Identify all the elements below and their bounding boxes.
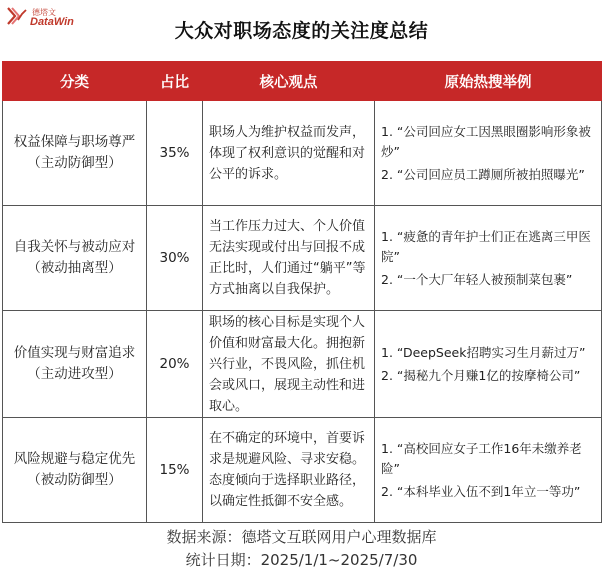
example-item: 1. “高校回应女子工作16年未缴养老险” (381, 440, 582, 476)
example-item: 1. “DeepSeek招聘实习生月薪过万” (381, 344, 586, 360)
example-item: 1. “疲惫的青年护士们正在逃离三甲医院” (381, 228, 591, 264)
examples-cell (375, 311, 602, 418)
category-name: 价值实现与财富追求 (13, 345, 136, 361)
category-name: 权益保障与职场尊严 (13, 134, 136, 150)
category-cell (3, 101, 147, 206)
share-cell: 30% (147, 206, 203, 311)
logo-cn-text: 德塔文 (32, 8, 56, 17)
header-examples: 原始热搜举例 (375, 62, 602, 101)
page-title: 大众对职场态度的关注度总结 (174, 20, 429, 42)
data-source-note: 数据来源：德塔文互联网用户心理数据库 (166, 528, 437, 546)
summary-table (2, 61, 602, 523)
table-header-row (3, 62, 602, 101)
category-name: 自我关怀与被动应对 (13, 239, 136, 255)
category-cell (3, 206, 147, 311)
examples-cell (375, 418, 602, 523)
examples-cell (375, 101, 602, 206)
core-view-cell: 职场的核心目标是实现个人价值和财富最大化。拥抱新兴行业，不畏风险，抓住机会或风口，展现主动性和进取心。 (203, 311, 375, 418)
date-range-note: 统计日期：2025/1/1~2025/7/30 (185, 551, 418, 569)
table-row (3, 206, 602, 311)
header-share: 占比 (147, 62, 203, 101)
example-item: 2. “公司回应员工蹲厕所被拍照曝光” (381, 166, 585, 182)
table-row (3, 311, 602, 418)
category-name: 风险规避与稳定优先 (13, 451, 136, 467)
header-category: 分类 (3, 62, 147, 101)
category-type: （被动抽离型） (27, 260, 122, 276)
example-item: 2. “本科毕业入伍不到1年立一等功” (381, 483, 581, 499)
share-cell: 15% (147, 418, 203, 523)
examples-cell (375, 206, 602, 311)
share-cell: 20% (147, 311, 203, 418)
category-type: （被动防御型） (27, 472, 122, 488)
core-view-cell: 职场人为维护权益而发声，体现了权利意识的觉醒和对公平的诉求。 (203, 101, 375, 206)
header-core-view: 核心观点 (203, 62, 375, 101)
example-item: 2. “揭秘九个月赚1亿的按摩椅公司” (381, 367, 581, 383)
core-view-cell: 在不确定的环境中，首要诉求是规避风险、寻求安稳。态度倾向于选择职业路径，以确定性抵御不安全感。 (203, 418, 375, 523)
category-cell (3, 311, 147, 418)
category-type: （主动防御型） (27, 155, 122, 171)
share-cell: 35% (147, 101, 203, 206)
logo-en-text: DataWin (30, 16, 74, 28)
table-row (3, 418, 602, 523)
category-type: （主动进攻型） (27, 366, 122, 382)
category-cell (3, 418, 147, 523)
example-item: 1. “公司回应女工因黑眼圈影响形象被炒” (381, 123, 591, 159)
core-view-cell: 当工作压力过大、个人价值无法实现或付出与回报不成正比时，人们通过“躺平”等方式抽离以自我保护。 (203, 206, 375, 311)
example-item: 2. “一个大厂年轻人被预制菜包裹” (381, 271, 573, 287)
table-row (3, 101, 602, 206)
